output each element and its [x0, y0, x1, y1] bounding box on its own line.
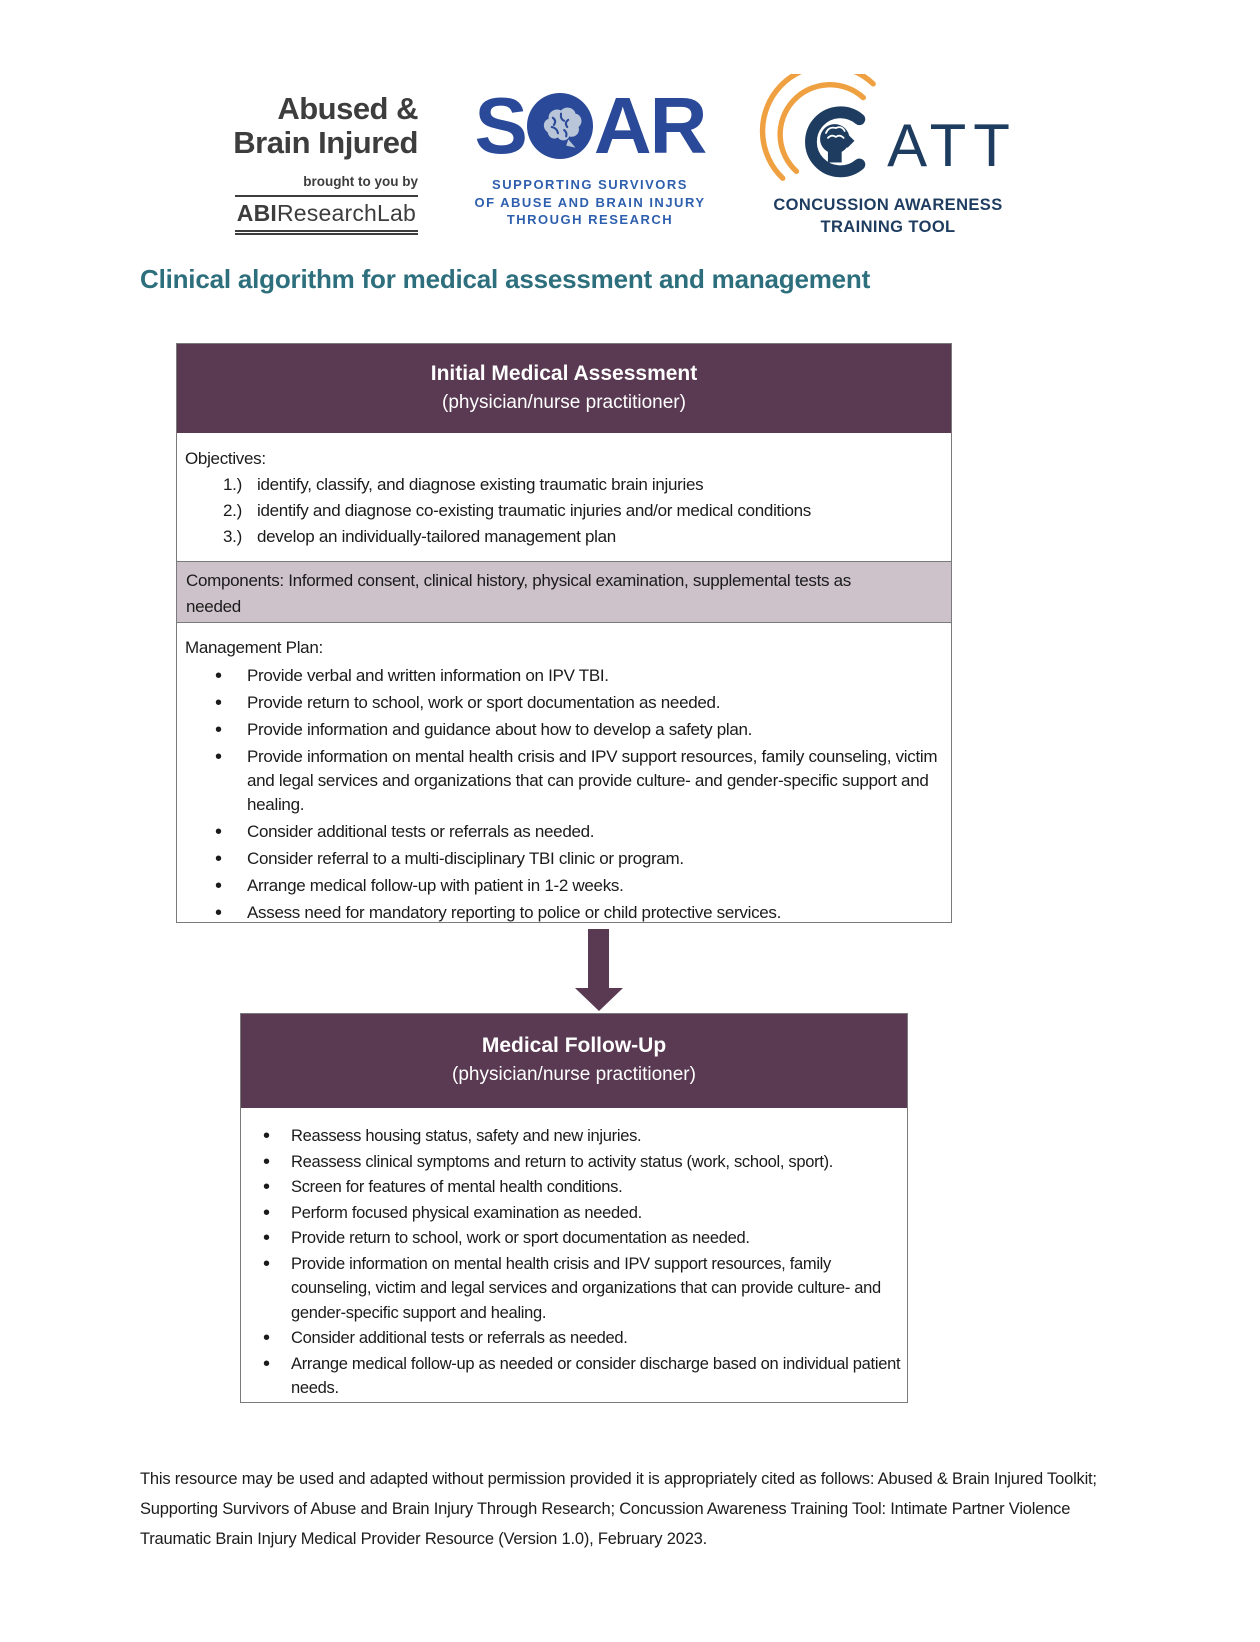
bullet-icon — [263, 1201, 270, 1227]
citation-line3: Traumatic Brain Injury Medical Provider Resource (Version 1.0), February 2023. — [140, 1530, 708, 1548]
list-item-text: Reassess clinical symptoms and return to activity status (work, school, sport). — [291, 1152, 834, 1171]
box2-header — [241, 1014, 907, 1108]
list-item-text: Reassess housing status, safety and new injuries. — [291, 1127, 642, 1145]
abi-wordmark-line1: Abused & — [277, 91, 418, 126]
objective-number: 3.) — [223, 527, 242, 546]
objective-text: identify, classify, and diagnose existing traumatic brain injuries — [257, 475, 704, 494]
objectives-label: Objectives: — [185, 449, 266, 468]
box2-subtitle: (physician/nurse practitioner) — [452, 1064, 696, 1085]
citation-line1: This resource may be used and adapted without permission provided it is appropriately cited as follows: Abused & Brain Injured Toolkit; — [140, 1470, 1097, 1488]
list-item — [185, 745, 941, 817]
management-plan-list — [185, 664, 941, 925]
bullet-icon — [263, 1175, 270, 1201]
abi-wordmark — [140, 92, 418, 160]
list-item-text: Screen for features of mental health conditions. — [291, 1178, 623, 1196]
bullet-icon — [215, 691, 222, 716]
head-profile-icon — [820, 124, 854, 162]
bullet-icon — [215, 874, 222, 899]
soar-tagline — [468, 176, 712, 229]
list-item — [241, 1352, 903, 1401]
box1-subtitle: (physician/nurse practitioner) — [442, 392, 686, 413]
soar-logo — [468, 81, 712, 229]
list-item-text: Provide return to school, work or sport documentation as needed. — [247, 693, 721, 712]
list-item — [185, 901, 941, 925]
initial-medical-assessment-box — [176, 343, 952, 923]
catt-tagline-line1: CONCUSSION AWARENESS — [773, 196, 1003, 214]
catt-letters-att: ATT — [887, 112, 1017, 179]
list-item — [185, 664, 941, 688]
follow-up-list — [241, 1124, 903, 1401]
components-section: Components: Informed consent, clinical history, physical examination, supplemental tests as needed — [177, 561, 951, 623]
list-item — [241, 1124, 903, 1149]
soar-brain-icon — [527, 93, 593, 159]
soar-letters-ar: AR — [593, 81, 706, 170]
bullet-icon — [215, 901, 222, 926]
bullet-icon — [263, 1124, 270, 1150]
management-plan-label: Management Plan: — [185, 638, 323, 657]
list-item-text: Provide information and guidance about how to develop a safety plan. — [247, 720, 753, 739]
soar-tagline-line2: OF ABUSE AND BRAIN INJURY — [474, 194, 706, 210]
objective-number: 1.) — [223, 475, 242, 494]
list-item — [185, 691, 941, 715]
bullet-icon — [263, 1150, 270, 1176]
bullet-icon — [263, 1352, 270, 1378]
citation-footer — [140, 1464, 1150, 1554]
objective-text: identify and diagnose co-existing traumatic injuries and/or medical conditions — [257, 501, 811, 520]
list-item-text: Arrange medical follow-up as needed or consider discharge based on individual patient needs. — [291, 1354, 901, 1397]
objective-text: develop an individually-tailored management plan — [257, 527, 616, 546]
box1-header — [177, 344, 951, 433]
list-item-text: Provide return to school, work or sport documentation as needed. — [291, 1229, 750, 1247]
medical-follow-up-box — [240, 1013, 908, 1403]
list-item — [185, 820, 941, 844]
flow-arrow-stem — [588, 929, 609, 989]
list-item-text: Consider additional tests or referrals as needed. — [247, 822, 595, 841]
management-plan-section — [177, 623, 951, 925]
soar-letter-s: S — [474, 81, 526, 170]
down-arrow-icon — [575, 988, 623, 1011]
list-item-text: Provide verbal and written information on IPV TBI. — [247, 666, 609, 685]
abi-researchlab-wordmark — [235, 195, 418, 235]
bullet-icon — [215, 718, 222, 743]
list-item — [241, 1252, 903, 1326]
list-item-text: Arrange medical follow-up with patient in 1-2 weeks. — [247, 876, 624, 895]
objective-item — [185, 524, 943, 550]
list-item-text: Perform focused physical examination as needed. — [291, 1203, 642, 1222]
bullet-icon — [263, 1326, 270, 1352]
objectives-section — [177, 433, 951, 561]
page-title: Clinical algorithm for medical assessment and management — [140, 264, 871, 294]
abi-researchlab-regular: ResearchLab — [276, 200, 416, 226]
list-item — [241, 1150, 903, 1175]
bullet-icon — [215, 745, 222, 770]
objective-item — [185, 472, 943, 498]
list-item-text: Provide information on mental health crisis and IPV support resources, family counseling, victim and legal services and organizations that can provide culture- and gender-specific support and healing. — [247, 747, 938, 814]
catt-tagline — [748, 194, 1028, 238]
catt-tagline-line2: TRAINING TOOL — [820, 218, 956, 236]
bullet-icon — [215, 820, 222, 845]
list-item — [185, 847, 941, 871]
catt-logo — [748, 74, 1028, 238]
bullet-icon — [215, 847, 222, 872]
list-item — [241, 1226, 903, 1251]
catt-head-icon — [759, 74, 887, 190]
soar-tagline-line3: THROUGH RESEARCH — [506, 212, 674, 227]
follow-up-section — [241, 1108, 907, 1401]
citation-line2: Supporting Survivors of Abuse and Brain Injury Through Research; Concussion Awareness Training Tool: Intimate Partner Violence — [140, 1500, 1071, 1518]
abi-logo — [140, 92, 418, 235]
list-item — [185, 718, 941, 742]
objective-number: 2.) — [223, 501, 242, 520]
list-item-text: Consider additional tests or referrals as needed. — [291, 1329, 628, 1347]
abi-researchlab-bold: ABI — [236, 200, 277, 226]
soar-tagline-line1: SUPPORTING SURVIVORS — [492, 177, 688, 192]
abi-wordmark-line2: Brain Injured — [233, 125, 418, 160]
list-item-text: Provide information on mental health crisis and IPV support resources, family counseling, victim and legal services and organizations that can provide culture- and gender-specific support and healing. — [291, 1254, 881, 1322]
list-item-text: Consider referral to a multi-disciplinary TBI clinic or program. — [247, 849, 684, 868]
box1-title: Initial Medical Assessment — [430, 362, 698, 385]
box2-title: Medical Follow-Up — [481, 1034, 667, 1057]
list-item — [241, 1201, 903, 1226]
list-item-text: Assess need for mandatory reporting to police or child protective services. — [247, 903, 782, 922]
bullet-icon — [263, 1226, 270, 1252]
objective-item — [185, 498, 943, 524]
catt-wordmark — [748, 74, 1028, 190]
abi-tagline: brought to you by — [303, 174, 418, 189]
list-item — [241, 1326, 903, 1351]
soar-wordmark — [468, 81, 712, 170]
bullet-icon — [215, 664, 222, 689]
list-item — [241, 1175, 903, 1200]
list-item — [185, 874, 941, 898]
bullet-icon — [263, 1252, 270, 1278]
